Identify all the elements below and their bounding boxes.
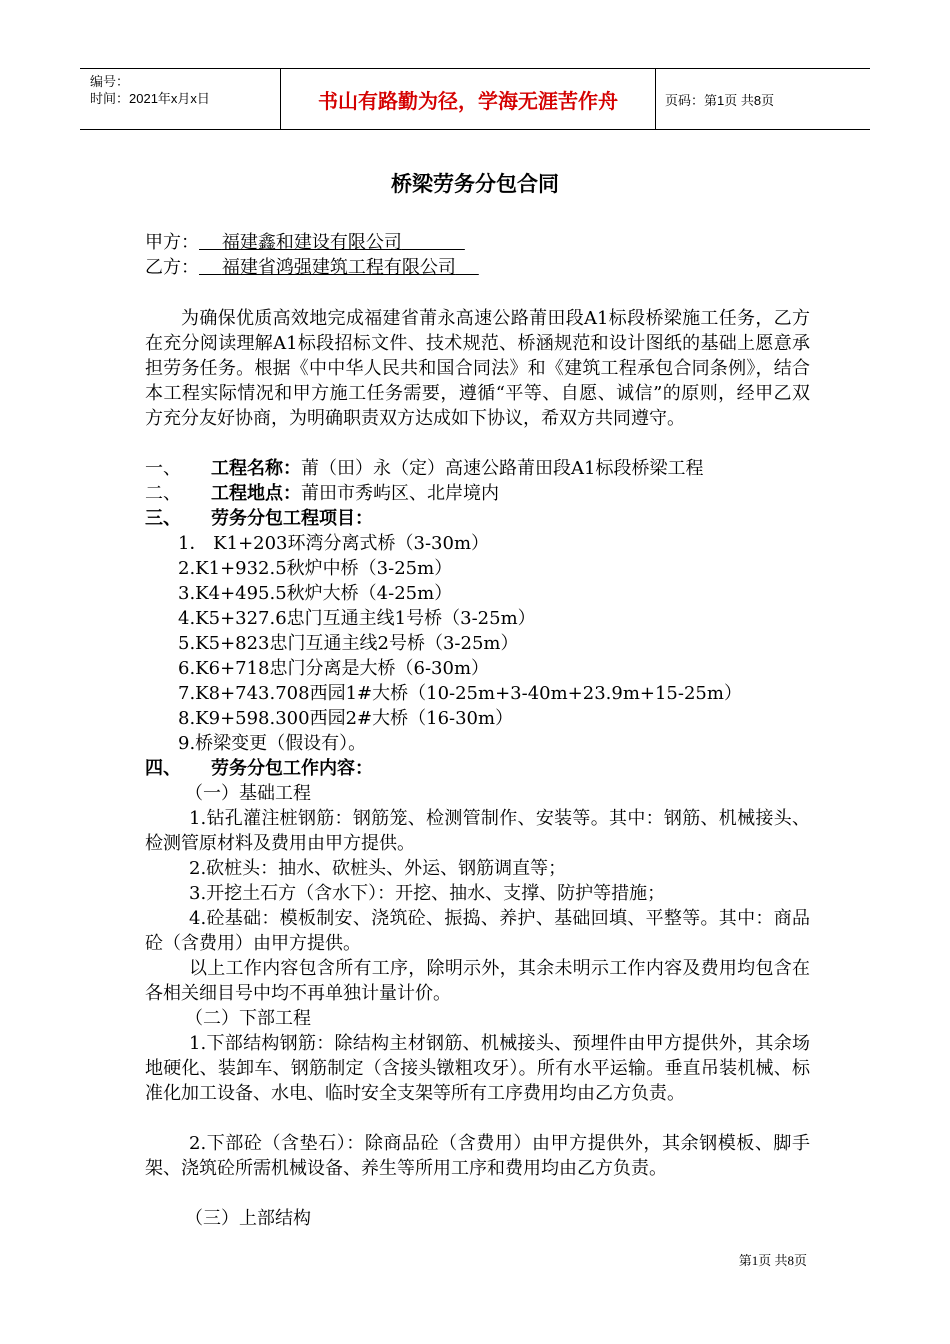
party-b xyxy=(145,255,479,280)
party-a-label: 甲方： xyxy=(145,232,199,253)
list-item: 3.K4+495.5秋炉大桥（4-25m） xyxy=(178,583,453,604)
section-2: 二、 工程地点：莆田市秀屿区、北岸境内 xyxy=(145,483,499,504)
section-1: 一、 工程名称：莆（田）永（定）高速公路莆田段A1标段桥梁工程 xyxy=(145,458,704,479)
paragraph: 1.钻孔灌注桩钢筋：钢筋笼、检测管制作、安装等。其中：钢筋、机械接头、检测管原材料及费用由甲方提供。 xyxy=(145,808,810,854)
section-3: 三、 劳务分包工程项目： xyxy=(145,508,373,529)
paragraph: 3.开挖土石方（含水下）：开挖、抽水、支撑、防护等措施； xyxy=(189,883,666,904)
party-b-name: 福建省鸿强建筑工程有限公司 xyxy=(221,257,456,278)
subsection-superstructure: （三）上部结构 xyxy=(185,1208,311,1229)
section-4: 四、 劳务分包工作内容： xyxy=(145,758,373,779)
header-meta xyxy=(80,69,280,129)
subsection-foundation: （一）基础工程 xyxy=(185,783,311,804)
paragraph: 1.下部结构钢筋：除结构主材钢筋、机械接头、预埋件由甲方提供外，其余场地硬化、装卸车、钢筋制定（含接头镦粗攻牙）。所有水平运输。垂直吊装机械、标准化加工设备、水电、临时安全支架等所有工序费用均由乙方负责。 xyxy=(145,1033,810,1104)
list-item: 2.K1+932.5秋炉中桥（3-25m） xyxy=(178,558,453,579)
intro-paragraph: 为确保优质高效地完成福建省莆永高速公路莆田段A1标段桥梁施工任务，乙方在充分阅读理解A1标段招标文件、技术规范、桥涵规范和设计图纸的基础上愿意承担劳务任务。根据《中中华人民共和国合同法》和《建筑工程承包合同条例》，结合本工程实际情况和甲方施工任务需要，遵循“平等、自愿、诚信”的原则，经甲乙双方充分友好协商，为明确职责双方达成如下协议，希双方共同遵守。 xyxy=(145,308,810,429)
list-item: 9.桥梁变更（假设有）。 xyxy=(178,733,367,754)
document-title: 桥梁劳务分包合同 xyxy=(391,172,559,196)
paragraph: 2.砍桩头：抽水、砍桩头、外运、钢筋调直等； xyxy=(189,858,567,879)
list-item: 4.K5+327.6忠门互通主线1号桥（3-25m） xyxy=(178,608,536,629)
party-b-label: 乙方： xyxy=(145,257,199,278)
page-footer: 第1页 共8页 xyxy=(738,1253,807,1268)
paragraph: 2.下部砼（含垫石）：除商品砼（含费用）由甲方提供外，其余钢模板、脚手架、浇筑砼所需机械设备、养生等所用工序和费用均由乙方负责。 xyxy=(145,1133,810,1179)
list-item: 1． K1+203环湾分离式桥（3-30m） xyxy=(178,533,490,554)
list-item: 8.K9+598.300西园2#大桥（16-30m） xyxy=(178,708,514,729)
header-page-info: 页码：第1页 共8页 xyxy=(665,92,775,108)
subsection-substructure: （二）下部工程 xyxy=(185,1008,311,1029)
party-a xyxy=(145,230,465,255)
paragraph: 以上工作内容包含所有工序，除明示外，其余未明示工作内容及费用均包含在各相关细目号中均不再单独计量计价。 xyxy=(145,958,810,1004)
list-item: 5.K5+823忠门互通主线2号桥（3-25m） xyxy=(178,633,519,654)
paragraph: 4.砼基础：模板制安、浇筑砼、振捣、养护、基础回填、平整等。其中：商品砼（含费用）由甲方提供。 xyxy=(145,908,810,954)
header-motto: 书山有路勤为径，学海无涯苦作舟 xyxy=(280,69,656,129)
document-number-label: 编号： xyxy=(90,74,130,89)
list-item: 6.K6+718忠门分离是大桥（6-30m） xyxy=(178,658,490,679)
page-header xyxy=(80,68,870,130)
document-date: 时间：2021年x月x日 xyxy=(90,91,210,106)
list-item: 7.K8+743.708西园1#大桥（10-25m+3-40m+23.9m+15-25m） xyxy=(178,683,742,704)
party-a-name: 福建鑫和建设有限公司 xyxy=(221,232,402,253)
